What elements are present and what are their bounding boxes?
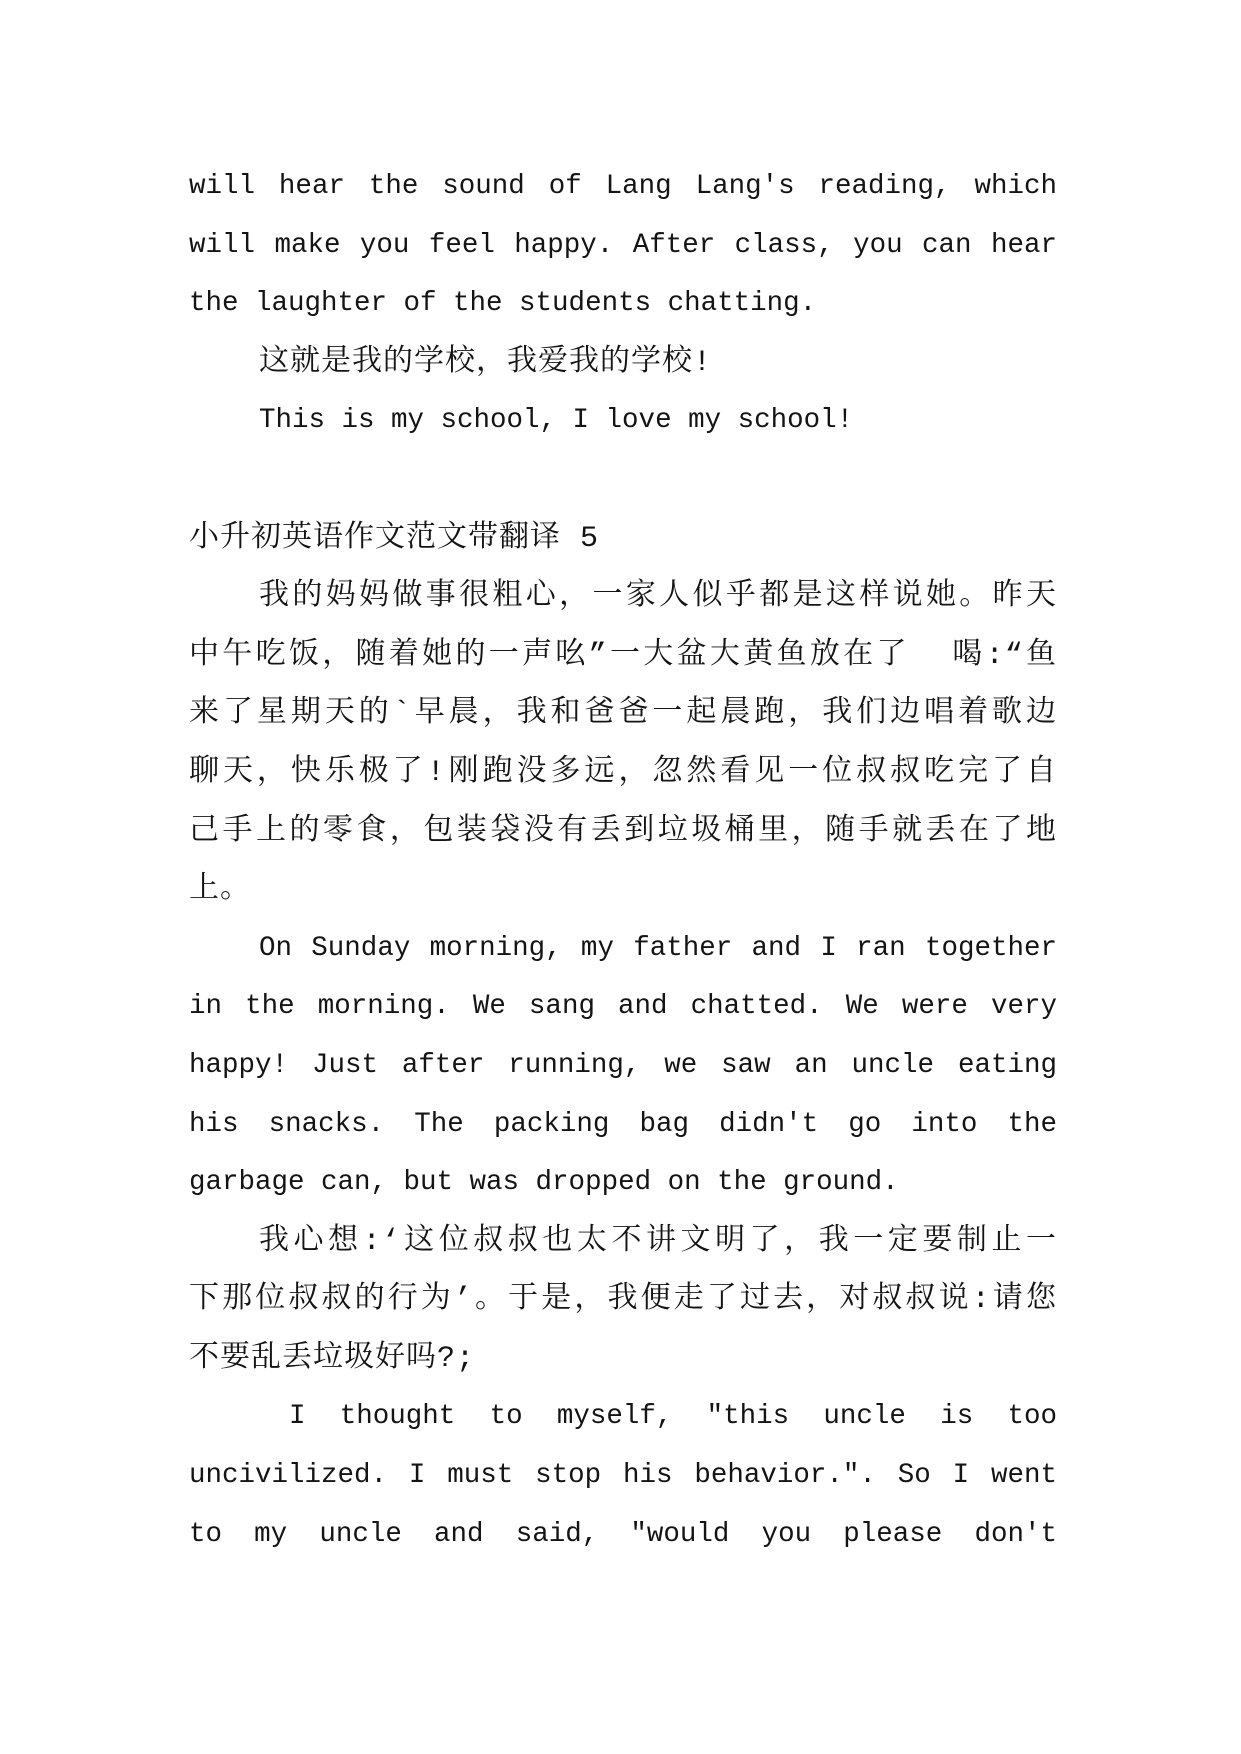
paragraph-line: garbage can, but was dropped on the ground.: [189, 1167, 899, 1199]
paragraph-line: 己手上的零食，包装袋没有丢到垃圾桶里，随手就丢在了地: [189, 814, 1057, 849]
paragraph-line: 上。: [189, 873, 251, 908]
paragraph-line: 这就是我的学校，我爱我的学校!: [259, 345, 713, 380]
paragraph-line: will make you feel happy. After class, you can hear: [189, 229, 1057, 261]
paragraph-line: 聊天，快乐极了!刚跑没多远，忽然看见一位叔叔吃完了自: [189, 755, 1057, 790]
paragraph-line: uncivilized. I must stop his behavior.". So I went: [189, 1460, 1057, 1492]
paragraph-line: 不要乱丢垃圾好吗?;: [189, 1341, 476, 1376]
document-body: [189, 158, 1057, 1564]
paragraph-line: the laughter of the students chatting.: [189, 288, 817, 320]
paragraph-line: 来了星期天的`早晨，我和爸爸一起晨跑，我们边唱着歌边: [189, 697, 1057, 732]
paragraph-line: to my uncle and said, "would you please don't: [189, 1518, 1057, 1550]
paragraph-line: I thought to myself, "this uncle is too: [289, 1401, 1057, 1433]
english-paragraph: [189, 1388, 1057, 1564]
paragraph-line: happy! Just after running, we saw an uncle eating: [189, 1049, 1057, 1081]
english-paragraph: [189, 920, 1057, 1213]
paragraph-line: 下那位叔叔的行为’。于是，我便走了过去，对叔叔说:请您: [189, 1283, 1057, 1318]
section-heading: 小升初英语作文范文带翻译 5: [189, 521, 600, 556]
paragraph-line: his snacks. The packing bag didn't go into the: [189, 1108, 1057, 1140]
closing-english-paragraph: [189, 392, 1057, 451]
paragraph-line: 中午吃饭，随着她的一声吆”一大盆大黄鱼放在了 喝:“鱼: [189, 638, 1057, 673]
paragraph-line: This is my school, I love my school!: [259, 405, 854, 437]
paragraph-line: will hear the sound of Lang Lang's reading, which: [189, 171, 1057, 202]
chinese-paragraph: [189, 568, 1057, 920]
closing-chinese-paragraph: [189, 334, 1057, 393]
paragraph-line: On Sunday morning, my father and I ran together: [259, 932, 1057, 964]
blank-line: [189, 451, 1057, 510]
paragraph-line: 我的妈妈做事很粗心，一家人似乎都是这样说她。昨天: [259, 580, 1057, 615]
paragraph-line: in the morning. We sang and chatted. We were very: [189, 991, 1057, 1023]
english-paragraph-tail: [189, 158, 1057, 334]
paragraph-line: 我心想:‘这位叔叔也太不讲文明了，我一定要制止一: [259, 1224, 1057, 1259]
chinese-paragraph: [189, 1213, 1057, 1389]
